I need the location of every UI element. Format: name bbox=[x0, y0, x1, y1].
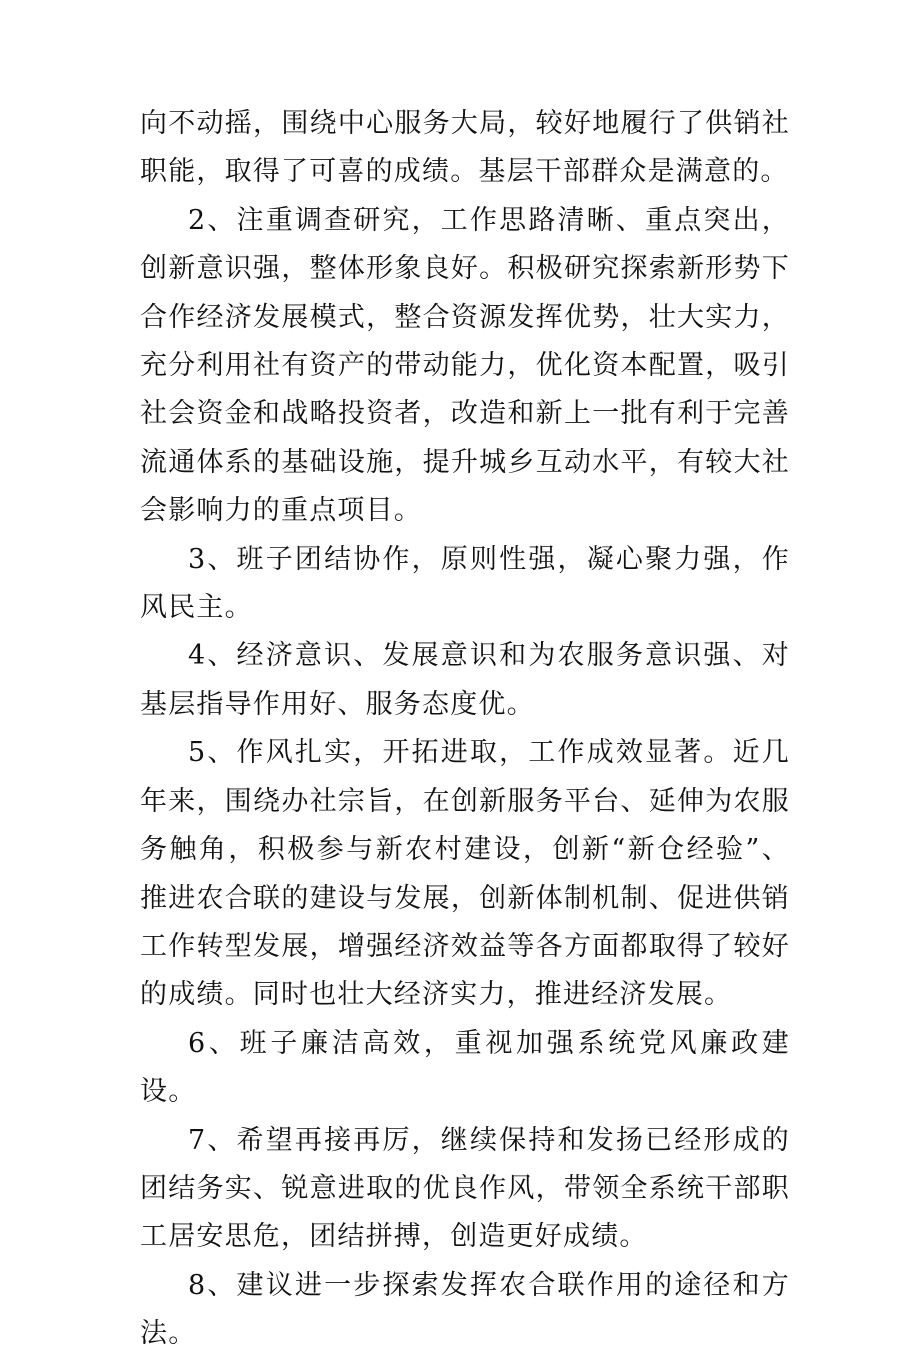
paragraph-item-2: 2、注重调查研究，工作思路清晰、重点突出，创新意识强，整体形象良好。积极研究探索新形势下合作经济发展模式，整合资源发挥优势，壮大实力，充分利用社有资产的带动能力，优化资本配置，吸引社会资金和战略投资者，改造和新上一批有利于完善流通体系的基础设施，提升城乡互动水平，有较大社会影响力的重点项目。 bbox=[140, 204, 790, 527]
paragraph-item-4: 4、经济意识、发展意识和为农服务意识强、对基层指导作用好、服务态度优。 bbox=[140, 640, 790, 720]
paragraph-item-3: 3、班子团结协作，原则性强，凝心聚力强，作风民主。 bbox=[140, 543, 790, 624]
paragraph-item-6: 6、班子廉洁高效，重视加强系统党风廉政建设。 bbox=[140, 1027, 790, 1108]
paragraph-item-5: 5、作风扎实，开拓进取，工作成效显著。近几年来，围绕办社宗旨，在创新服务平台、延伸为农服务触角，积极参与新农村建设，创新“新仓经验”、推进农合联的建设与发展，创新体制机制、促进供销工作转型发展，增强经济效益等各方面都取得了较好的成绩。同时也壮大经济实力，推进经济发展。 bbox=[140, 737, 790, 1011]
paragraph-item-7: 7、希望再接再厉，继续保持和发扬已经形成的团结务实、锐意进取的优良作风，带领全系统干部职工居安思危，团结拼搏，创造更好成绩。 bbox=[140, 1124, 790, 1253]
document-body bbox=[140, 100, 790, 1359]
paragraph-item-8: 8、建议进一步探索发挥农合联作用的途径和方法。 bbox=[140, 1269, 790, 1350]
paragraph-continuation: 向不动摇，围绕中心服务大局，较好地履行了供销社职能，取得了可喜的成绩。基层干部群众是满意的。 bbox=[140, 108, 790, 188]
